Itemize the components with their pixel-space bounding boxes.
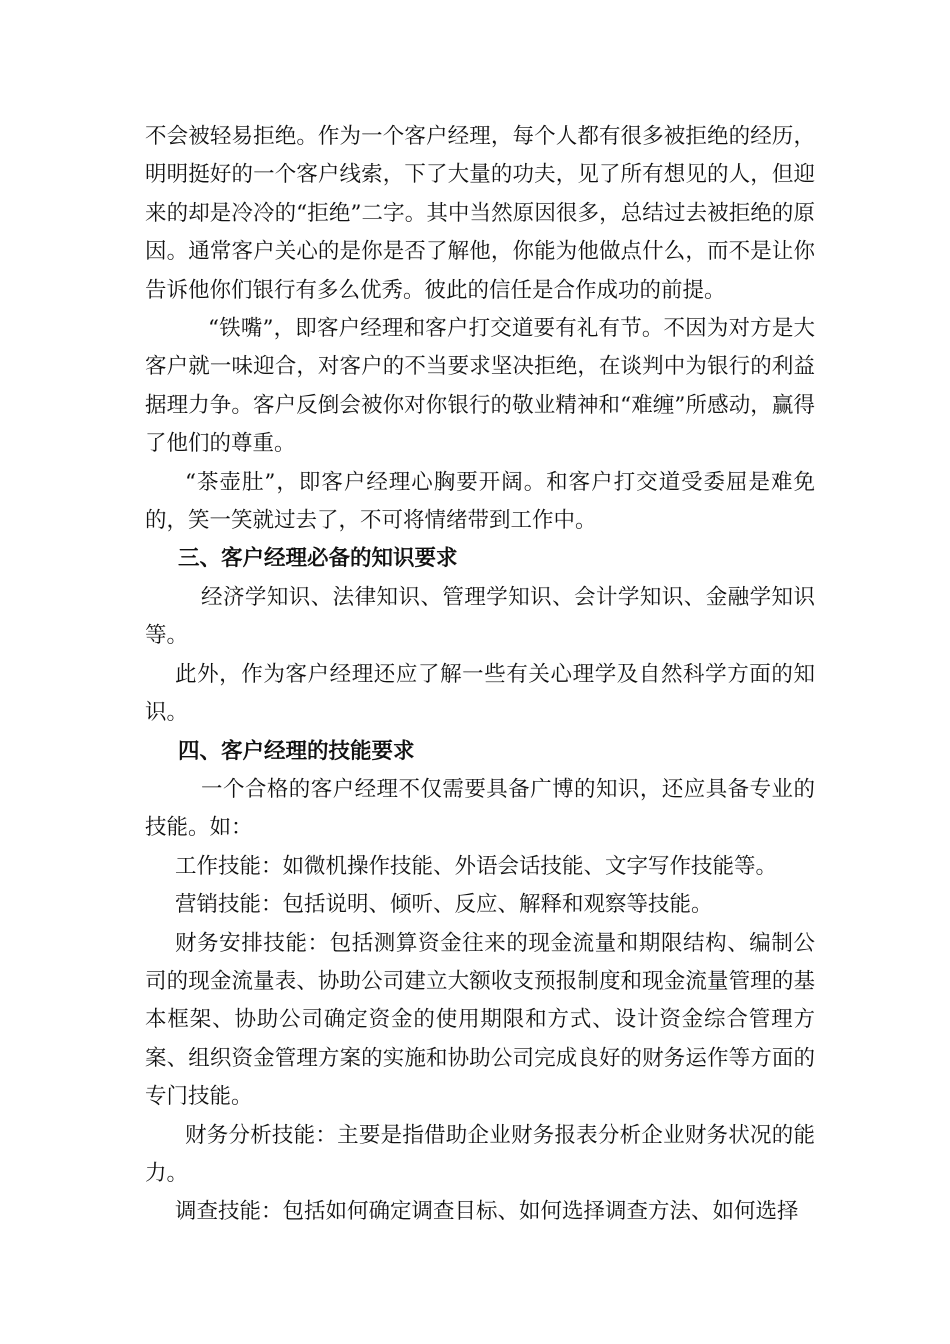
- paragraph-skills-intro: 一个合格的客户经理不仅需要具备广博的知识，还应具备专业的技能。如：: [145, 776, 815, 841]
- paragraph-investigation-skills: 调查技能：包括如何确定调查目标、如何选择调查方法、如何选择: [175, 1199, 799, 1225]
- paragraph-rejection: 不会被轻易拒绝。作为一个客户经理，每个人都有很多被拒绝的经历，明明挺好的一个客户线索，下了大量的功夫，见了所有想见的人，但迎来的却是冷冷的“拒绝”二字。其中当然原因很多，总结过去被拒绝的原因。通常客户关心的是你是否了解他，你能为他做点什么，而不是让你告诉他你们银行有多么优秀。彼此的信任是合作成功的前提。: [145, 124, 815, 303]
- paragraph-financial-analysis-skills: 财务分析技能：主要是指借助企业财务报表分析企业财务状况的能力。: [145, 1122, 815, 1186]
- document-body: [145, 118, 815, 1232]
- paragraph-iron-mouth: “铁嘴”，即客户经理和客户打交道要有礼有节。不因为对方是大客户就一味迎合，对客户的不当要求坚决拒绝，在谈判中为银行的利益据理力争。客户反倒会被你对你银行的敬业精神和“难缠”所感动，赢得了他们的尊重。: [145, 316, 815, 457]
- section-heading-skills: 四、客户经理的技能要求: [178, 738, 415, 764]
- paragraph-knowledge-list: 经济学知识、法律知识、管理学知识、会计学知识、金融学知识等。: [145, 584, 815, 649]
- section-heading-knowledge: 三、客户经理必备的知识要求: [178, 546, 458, 572]
- paragraph-teapot-belly: “茶壶肚”，即客户经理心胸要开阔。和客户打交道受委屈是难免的，笑一笑就过去了，不可将情绪带到工作中。: [145, 469, 815, 534]
- paragraph-additional-knowledge: 此外，作为客户经理还应了解一些有关心理学及自然科学方面的知识。: [145, 661, 815, 726]
- paragraph-financial-arrangement-skills: 财务安排技能：包括测算资金往来的现金流量和期限结构、编制公司的现金流量表、协助公司建立大额收支预报制度和现金流量管理的基本框架、协助公司确定资金的使用期限和方式、设计资金综合管理方案、组织资金管理方案的实施和协助公司完成良好的财务运作等方面的专门技能。: [145, 930, 815, 1110]
- paragraph-work-skills: 工作技能：如微机操作技能、外语会话技能、文字写作技能等。: [175, 853, 778, 879]
- paragraph-marketing-skills: 营销技能：包括说明、倾听、反应、解释和观察等技能。: [175, 892, 713, 918]
